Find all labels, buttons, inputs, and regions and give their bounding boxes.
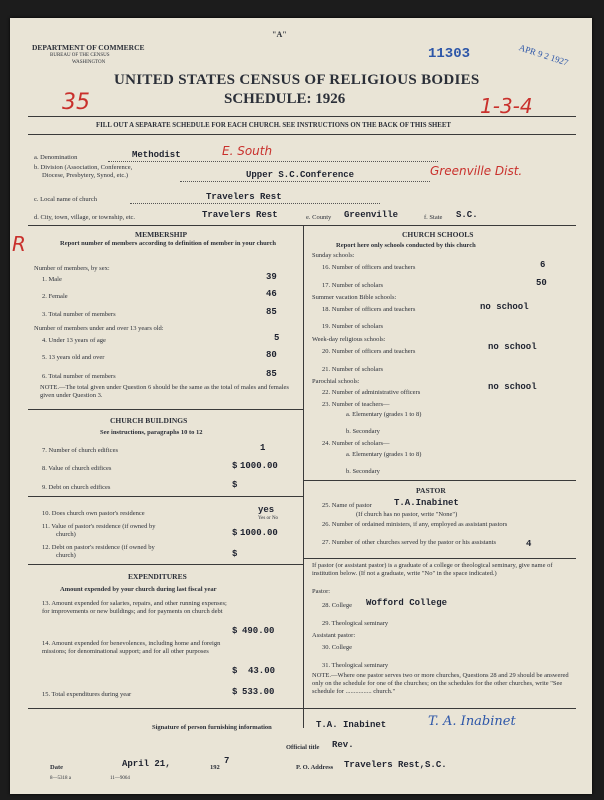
q14-value: 43.00 — [248, 666, 276, 676]
q9-label: 9. Debt on church edifices — [42, 484, 111, 491]
denomination-line — [108, 161, 438, 162]
q8-label: 8. Value of church edifices — [42, 465, 112, 472]
q12-label-1: 12. Debt on pastor's residence (if owned by — [42, 544, 155, 551]
q8-value: 1000.00 — [240, 461, 278, 471]
sunday-label: Sunday schools: — [312, 252, 355, 259]
department-name: DEPARTMENT OF COMMERCE — [32, 43, 145, 52]
q24a-label: a. Elementary (grades 1 to 8) — [346, 451, 422, 458]
form-letter: "A" — [272, 30, 287, 39]
census-schedule-sheet — [10, 18, 592, 794]
q29-label: 29. Theological seminary — [322, 620, 389, 627]
q24b-label: b. Secondary — [346, 468, 380, 475]
city-label: d. City, town, village, or township, etc. — [34, 214, 136, 221]
official-title-value: Rev. — [332, 740, 354, 750]
pastor-sub-rule — [303, 558, 576, 559]
q8-dollar: $ — [232, 461, 238, 471]
q13-label: 13. Amount expended for salaries, repairs, and other running expenses; for improvements or new buildings; and for payments on church debt — [42, 600, 227, 615]
instructions-line: FILL OUT A SEPARATE SCHEDULE FOR EACH CHURCH. SEE INSTRUCTIONS ON THE BACK OF THIS SHEET — [96, 122, 451, 129]
r-mark: R — [12, 232, 26, 256]
form-code-2: 11—9064 — [110, 776, 130, 781]
q15-label: 15. Total expenditures during year — [42, 691, 132, 698]
form-code: 8—5318 a — [50, 776, 71, 781]
q22-value: no school — [488, 382, 537, 392]
buildings-sub: See instructions, paragraphs 10 to 12 — [100, 429, 203, 436]
division-line — [180, 181, 430, 182]
q17-value: 50 — [536, 278, 547, 288]
q25-hint: (If church has no pastor, write "None") — [356, 511, 458, 518]
state-label: f. State — [424, 214, 443, 221]
q31-label: 31. Theological seminary — [322, 662, 389, 669]
city-value: Travelers Rest — [202, 210, 278, 220]
q22-label: 22. Number of administrative officers — [322, 389, 421, 396]
county-value: Greenville — [344, 210, 399, 220]
q15-dollar: $ — [232, 687, 238, 697]
q2-label: 2. Female — [42, 293, 68, 300]
state-value: S.C. — [456, 210, 478, 220]
q23-label: 23. Number of teachers— — [322, 401, 390, 408]
date-year-prefix: 192 — [210, 764, 220, 771]
q16-label: 16. Number of officers and teachers — [322, 264, 416, 271]
denomination-value: Methodist — [132, 150, 181, 160]
q2-value: 46 — [266, 289, 277, 299]
weekday-label: Week-day religious schools: — [312, 336, 386, 343]
q13-value: 490.00 — [242, 626, 275, 636]
table-rule-top — [28, 225, 576, 226]
denomination-label: a. Denomination — [34, 154, 78, 161]
q1-value: 39 — [266, 272, 277, 282]
q7-value: 1 — [260, 443, 266, 453]
q14-dollar: $ — [232, 666, 238, 676]
q11-value: 1000.00 — [240, 528, 278, 538]
parochial-label: Parochial schools: — [312, 378, 360, 385]
pastor-rule — [303, 480, 576, 481]
county-label: e. County — [306, 214, 332, 221]
schedule-year: SCHEDULE: 1926 — [224, 91, 346, 107]
by-sex-label: Number of members, by sex: — [34, 265, 110, 272]
received-date-stamp: APR 9 2 1927 — [517, 42, 570, 68]
q19-label: 19. Number of scholars — [322, 323, 384, 330]
q13-dollar: $ — [232, 626, 238, 636]
pencil-mark-left: 35 — [62, 90, 90, 115]
q18-label: 18. Number of officers and teachers — [322, 306, 416, 313]
expenditures-title: EXPENDITURES — [128, 572, 187, 581]
date-year-digit: 7 — [224, 756, 230, 766]
q11-label-2: church) — [56, 531, 76, 538]
membership-note: NOTE.—The total given under Question 6 should be the same as the total of males and females given under Question 3. — [40, 384, 289, 399]
q21-label: 21. Number of scholars — [322, 366, 384, 373]
column-divider — [303, 225, 304, 728]
division-value: Upper S.C.Conference — [246, 170, 355, 180]
assistant-sublabel: Assistant pastor: — [312, 632, 356, 639]
q28-value: Wofford College — [366, 598, 448, 608]
q3-value: 85 — [266, 307, 277, 317]
q14-label: 14. Amount expended for benevolences, including home and foreign missions; for denominational support; and for all other purposes — [42, 640, 221, 655]
q23a-label: a. Elementary (grades 1 to 8) — [346, 411, 422, 418]
q25-label: 25. Name of pastor — [322, 502, 372, 509]
q12-label-2: church) — [56, 552, 76, 559]
q10-label: 10. Does church own pastor's residence — [42, 510, 145, 517]
pastor-note: NOTE.—Where one pastor serves two or more churches, Questions 28 and 29 should be answered only on the schedule for one of the churches; on the schedules for the other churches, write "See schedule for ................ church." — [312, 672, 569, 695]
q20-value: no school — [488, 342, 537, 352]
schools-title: CHURCH SCHOOLS — [402, 230, 474, 239]
q10-hint: Yes or No — [258, 516, 279, 521]
q25-value: T.A.Inabinet — [394, 498, 459, 508]
division-note: Greenville Dist. — [430, 164, 523, 178]
division-label-1: b. Division (Association, Conference, — [34, 164, 133, 171]
q27-value: 4 — [526, 539, 532, 549]
church-name-value: Travelers Rest — [206, 192, 282, 202]
summer-label: Summer vacation Bible schools: — [312, 294, 397, 301]
q12-dollar: $ — [232, 549, 238, 559]
q16-value: 6 — [540, 260, 546, 270]
header-rule-top — [28, 116, 576, 117]
division-label-2: Diocese, Presbytery, Synod, etc.) — [42, 172, 129, 179]
q9-dollar: $ — [232, 480, 238, 490]
footer-rule — [28, 708, 576, 709]
q5-label: 5. 13 years old and over — [42, 354, 105, 361]
q6-label: 6. Total number of members — [42, 373, 116, 380]
q24-label: 24. Number of scholars— — [322, 440, 390, 447]
signature-label: Signature of person furnishing information — [152, 724, 272, 731]
church-name-line — [130, 203, 380, 204]
schedule-title: UNITED STATES CENSUS OF RELIGIOUS BODIES — [114, 72, 480, 88]
official-title-label: Official title — [286, 744, 320, 751]
expenditures-sub: Amount expended by your church during last fiscal year — [60, 586, 217, 593]
city-name: WASHINGTON — [72, 60, 106, 65]
pastor-sublabel: Pastor: — [312, 588, 331, 595]
q20-label: 20. Number of officers and teachers — [322, 348, 416, 355]
denomination-note: E. South — [222, 144, 273, 158]
q30-label: 30. College — [322, 644, 352, 651]
q28-label: 28. College — [322, 602, 352, 609]
expenditures-rule — [28, 564, 303, 565]
date-value: April 21, — [122, 759, 171, 769]
q3-label: 3. Total number of members — [42, 311, 116, 318]
serial-number: 11303 — [428, 46, 471, 62]
graduate-note: If pastor (or assistant pastor) is a graduate of a college or theological seminary, give name of institution below. (If not a graduate, write "No" in the space indicated.) — [312, 562, 553, 577]
buildings-rule — [28, 409, 303, 410]
address-value: Travelers Rest,S.C. — [344, 760, 447, 770]
q26-label: 26. Number of ordained ministers, if any, employed as assistant pastors — [322, 521, 508, 528]
q4-label: 4. Under 13 years of age — [42, 337, 106, 344]
q17-label: 17. Number of scholars — [322, 282, 384, 289]
buildings-sub-rule — [28, 496, 303, 497]
schools-intro: Report here only schools conducted by this church — [336, 242, 476, 249]
address-label: P. O. Address — [296, 764, 334, 771]
header-rule-bottom — [28, 134, 576, 135]
pencil-mark-right: 1-3-4 — [480, 94, 533, 118]
q27-label: 27. Number of other churches served by the pastor or his assistants — [322, 539, 497, 546]
q6-value: 85 — [266, 369, 277, 379]
pastor-title: PASTOR — [416, 486, 446, 495]
q11-dollar: $ — [232, 528, 238, 538]
q7-label: 7. Number of church edifices — [42, 447, 118, 454]
buildings-title: CHURCH BUILDINGS — [110, 416, 188, 425]
church-name-label: c. Local name of church — [34, 196, 97, 203]
q15-value: 533.00 — [242, 687, 275, 697]
q11-label-1: 11. Value of pastor's residence (if owned by — [42, 523, 156, 530]
age-intro-label: Number of members under and over 13 years old: — [34, 325, 164, 332]
q10-value: yes — [258, 505, 275, 515]
date-label: Date — [50, 764, 63, 771]
q5-value: 80 — [266, 350, 277, 360]
signature-value: T.A. Inabinet — [316, 720, 387, 730]
membership-intro: Report number of members according to definition of member in your church — [60, 240, 276, 247]
q4-value: 5 — [274, 333, 280, 343]
signature-handwritten: T. A. Inabinet — [428, 714, 516, 729]
q23b-label: b. Secondary — [346, 428, 380, 435]
membership-title: MEMBERSHIP — [135, 230, 188, 239]
bureau-name: BUREAU OF THE CENSUS — [50, 53, 110, 58]
q1-label: 1. Male — [42, 276, 62, 283]
q18-value: no school — [480, 302, 529, 312]
